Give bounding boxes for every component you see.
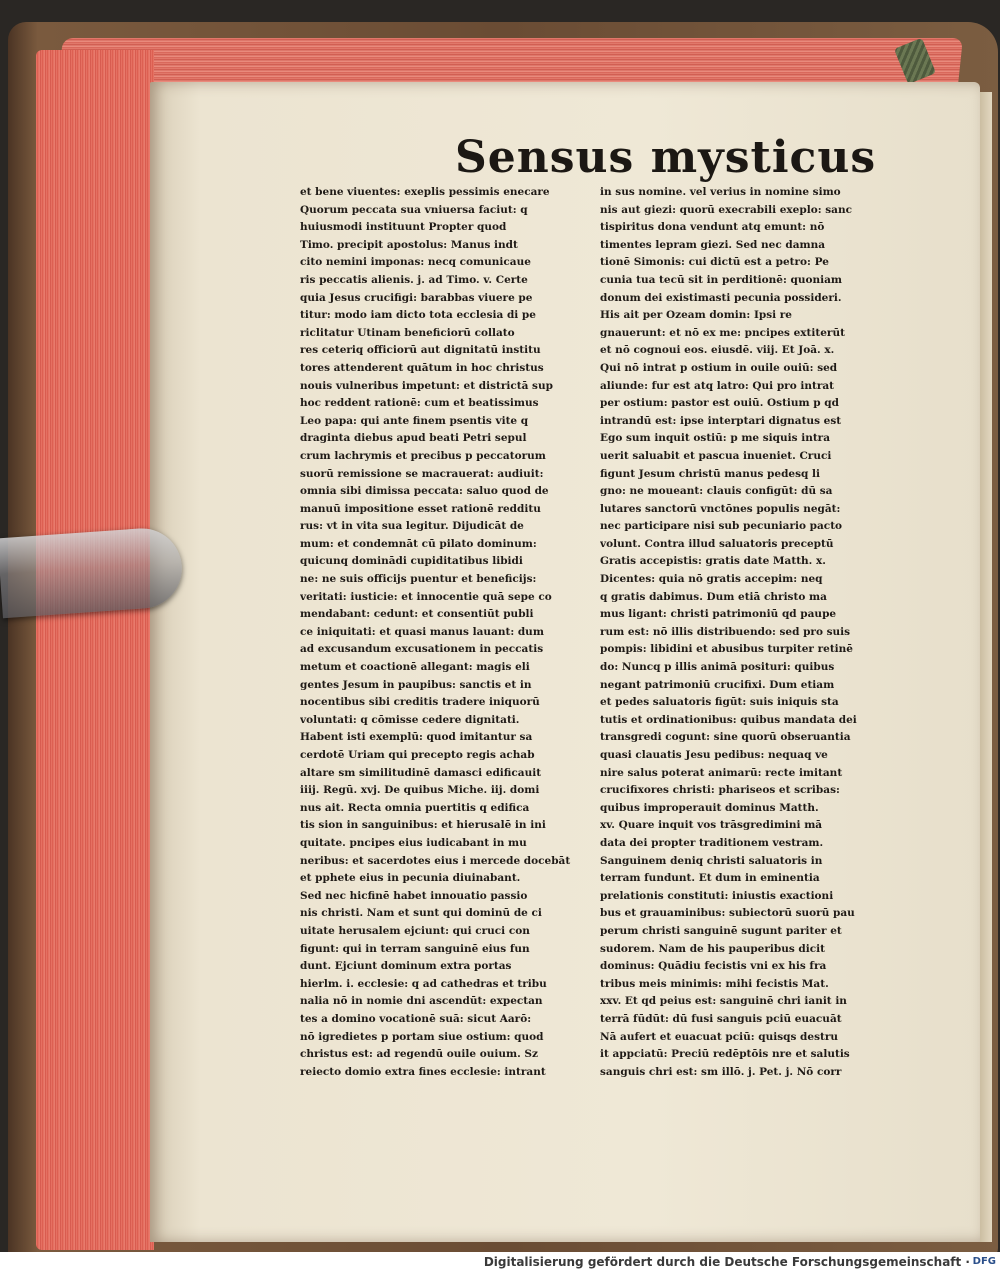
text-line: Dicentes: quia nō gratis accepim: neq (600, 573, 823, 586)
text-line: gno: ne moueant: clauis configūt: dū sa (600, 485, 833, 498)
text-line: nocentibus sibi creditis tradere iniquorū (300, 696, 540, 709)
text-line: veritati: iusticie: et innocentie quā sepe co (300, 590, 552, 603)
text-line: bus et grauaminibus: subiectorū suorū pau (600, 907, 855, 920)
text-line: xxv. Et qd peius est: sanguinē chri ianit in (600, 995, 847, 1008)
text-line: Leo papa: qui ante finem psentis vite q (300, 414, 529, 427)
text-line: tis sion in sanguinibus: et hierusalē in ini (300, 819, 546, 832)
text-line: quia Jesus crucifigi: barabbas viuere pe (300, 291, 533, 304)
text-line: terrā fūdūt: dū fusi sanguis pciū euacuāt (600, 1012, 842, 1025)
text-line: His ait per Ozeam domin: Ipsi re (600, 309, 792, 322)
text-line: et pphete eius in pecunia diuinabant. (300, 872, 521, 885)
text-line: altare sm similitudinē damasci edificauit (300, 766, 542, 779)
text-line: dominus: Quādiu fecistis vni ex his fra (600, 960, 827, 973)
text-line: Qui nō intrat p ostium in ouile ouiū: sed (600, 361, 838, 374)
text-line: rum est: nō illis distribuendo: sed pro suis (600, 625, 851, 638)
text-line: crum lachrymis et precibus p peccatorum (300, 449, 546, 462)
text-line: Ego sum inquit ostiū: p me siquis intra (600, 432, 831, 445)
text-line: suorū remissione se macrauerat: audiuit: (300, 467, 544, 480)
text-line: manuū impositione esset rationē redditu (300, 502, 541, 515)
text-line: tes a domino vocationē suā: sicut Aarō: (300, 1012, 532, 1025)
footer-bar (0, 1252, 1000, 1274)
text-line: sanguis chri est: sm illō. j. Pet. j. Nō corr (600, 1065, 842, 1078)
text-line: tutis et ordinationibus: quibus mandata dei (600, 713, 857, 726)
text-line: tribus meis minimis: mihi fecistis Mat. (600, 977, 829, 990)
text-line: cunia tua tecū sit in perditionē: quoniam (600, 273, 843, 286)
footer-credit: Digitalisierung gefördert durch die Deutsche Forschungsgemeinschaft · (483, 1255, 970, 1269)
text-line: omnia sibi dimissa peccata: saluo quod de (300, 485, 549, 498)
text-line: gnauerunt: et nō ex me: pncipes extiterūt (600, 326, 845, 339)
left-column (300, 184, 605, 1081)
text-line: do: Nuncq p illis animā posituri: quibus (600, 661, 835, 674)
text-line: voluntati: q cōmisse cedere dignitati. (300, 713, 520, 726)
text-line: ce iniquitati: et quasi manus lauant: dum (300, 625, 544, 638)
text-line: Habent isti exemplū: quod imitantur sa (300, 731, 533, 744)
text-line: lutares sanctorū vnctōnes populis negāt: (600, 502, 841, 515)
text-line: cito nemini imponas: necq comunicaue (300, 256, 531, 269)
text-line: xv. Quare inquit vos trāsgredimini mā (600, 819, 823, 832)
text-line: sudorem. Nam de his pauperibus dicit (600, 942, 825, 955)
text-line: res ceteriq officiorū aut dignitatū institu (300, 344, 541, 357)
text-line: nec participare nisi sub pecuniario pacto (600, 520, 843, 533)
text-line: nire salus poterat animarū: recte imitant (600, 766, 843, 779)
text-line: uitate herusalem ejciunt: qui cruci con (300, 924, 530, 937)
dfg-logo: DFG (972, 1256, 996, 1267)
text-line: mendabant: cedunt: et consentiūt publi (300, 608, 534, 621)
text-line: uerit saluabit et pascua inueniet. Cruci (600, 449, 832, 462)
text-line: ris peccatis alienis. j. ad Timo. v. Certe (300, 273, 528, 286)
text-line: q gratis dabimus. Dum etiā christo ma (600, 590, 827, 603)
page-title: Sensus mysticus (455, 132, 877, 183)
text-line: figunt: qui in terram sanguinē eius fun (300, 942, 530, 955)
text-line: it appciatū: Preciū redēptōis nre et salutis (600, 1048, 850, 1061)
text-line: nis christi. Nam et sunt qui dominū de ci (300, 907, 542, 920)
text-line: et pedes saluatoris figūt: suis iniquis sta (600, 696, 839, 709)
text-line: donum dei existimasti pecunia possideri. (600, 291, 842, 304)
text-line: data dei propter traditionem vestram. (600, 836, 824, 849)
text-line: gentes Jesum in paupibus: sanctis et in (300, 678, 532, 691)
text-line: tores attenderent quātum in hoc christus (300, 361, 544, 374)
text-line: christus est: ad regendū ouile ouium. Sz (300, 1048, 538, 1061)
text-line: nō igredietes p portam siue ostium: quod (300, 1030, 544, 1043)
text-line: transgredi cogunt: sine quorū obseruantia (600, 731, 851, 744)
text-line: huiusmodi instituunt Propter quod (300, 221, 507, 234)
text-line: riclitatur Utinam beneficiorū collato (300, 326, 515, 339)
page-right-edge (978, 92, 992, 1242)
text-line: per ostium: pastor est ouiū. Ostium p qd (600, 397, 839, 410)
text-line: Quorum peccata sua vniuersa faciut: q (300, 203, 528, 216)
text-line: hierlm. i. ecclesie: q ad cathedras et tribu (300, 977, 547, 990)
text-line: quasi clauatis Jesu pedibus: nequaq ve (600, 749, 828, 761)
text-line: nouis vulneribus impetunt: et districtā sup (300, 379, 553, 392)
text-line: nalia nō in nomie dni ascendūt: expectan (300, 995, 543, 1008)
text-line: Gratis accepistis: gratis date Matth. x. (600, 555, 826, 568)
text-line: aliunde: fur est atq latro: Qui pro intrat (600, 379, 835, 392)
text-line: tionē Simonis: cui dictū est a petro: Pe (600, 256, 829, 269)
text-line: iiij. Regū. xvj. De quibus Miche. iij. domi (300, 784, 540, 797)
text-line: reiecto domio extra fines ecclesie: intrant (300, 1065, 546, 1078)
text-line: mum: et condemnāt cū pilato dominum: (300, 537, 537, 550)
right-column (600, 184, 910, 1081)
text-line: quitate. pncipes eius iudicabant in mu (300, 836, 527, 849)
text-line: neribus: et sacerdotes eius i mercede docebāt (300, 854, 571, 867)
text-line: rus: vt in vita sua legitur. Dijudicāt de (300, 520, 524, 533)
text-line: nus ait. Recta omnia puertitis q edifica (300, 801, 530, 814)
text-line: perum christi sanguinē sugunt pariter et (600, 924, 842, 937)
text-line: et bene viuentes: exeplis pessimis enecare (300, 186, 550, 198)
text-line: Timo. precipit apostolus: Manus indt (300, 238, 518, 251)
text-line: ad excusandum excusationem in peccatis (300, 643, 544, 656)
text-line: titur: modo iam dicto tota ecclesia di pe (300, 309, 536, 322)
text-line: figunt Jesum christū manus pedesq li (600, 467, 820, 480)
text-line: timentes lepram giezi. Sed nec damna (600, 238, 826, 251)
page-edges-left (36, 50, 154, 1250)
text-line: mus ligant: christi patrimoniū qd paupe (600, 608, 837, 621)
text-line: crucifixores christi: phariseos et scribas: (600, 784, 840, 797)
text-line: prelationis constituti: iniustis exactioni (600, 889, 834, 902)
text-line: negant patrimoniū crucifixi. Dum etiam (600, 678, 835, 691)
text-line: Nā aufert et euacuat pciū: quisqs destru (600, 1030, 838, 1043)
text-line: ne: ne suis officijs puentur et beneficijs: (300, 573, 537, 586)
text-line: volunt. Contra illud saluatoris preceptū (600, 537, 834, 550)
text-line: Sanguinem deniq christi saluatoris in (600, 854, 823, 867)
text-line: intrandū est: ipse interptari dignatus est (600, 414, 842, 427)
text-line: quicunq dominādi cupiditatibus libidi (300, 555, 523, 568)
text-line: terram fundunt. Et dum in eminentia (600, 872, 820, 885)
text-line: draginta diebus apud beati Petri sepul (300, 432, 527, 445)
text-line: quibus improperauit dominus Matth. (600, 801, 819, 814)
text-line: et nō cognoui eos. eiusdē. viij. Et Joā. x. (600, 344, 835, 357)
text-line: tispiritus dona vendunt atq emunt: nō (600, 221, 825, 234)
text-line: hoc reddent rationē: cum et beatissimus (300, 397, 539, 410)
text-line: in sus nomine. vel verius in nomine simo (600, 186, 841, 198)
text-line: nis aut giezi: quorū execrabili exeplo: sanc (600, 203, 852, 216)
text-line: pompis: libidini et abusibus turpiter retinē (600, 643, 853, 656)
text-line: Sed nec hicfinē habet innouatio passio (300, 889, 528, 902)
text-line: cerdotē Uriam qui precepto regis achab (300, 749, 535, 761)
text-line: metum et coactionē allegant: magis eli (300, 661, 530, 674)
text-line: dunt. Ejciunt dominum extra portas (300, 960, 512, 973)
page-clip (0, 526, 185, 619)
